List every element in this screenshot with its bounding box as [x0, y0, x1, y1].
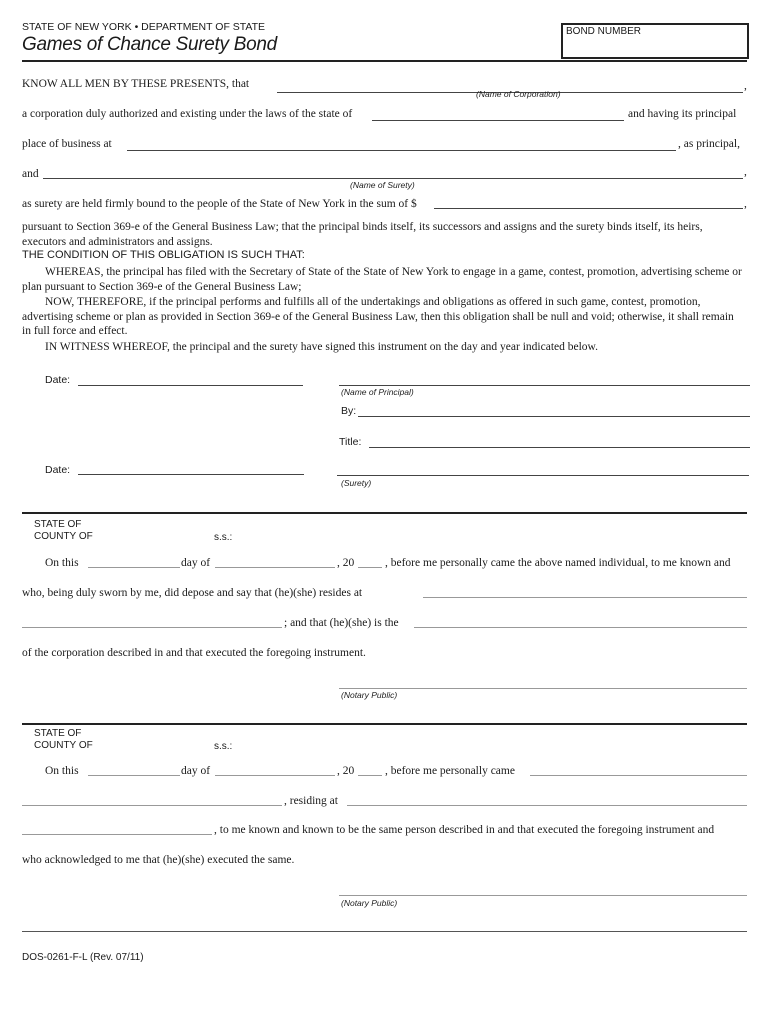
header-rule: [22, 60, 747, 62]
surety-signature-input[interactable]: [337, 461, 749, 476]
agency-header: STATE OF NEW YORK • DEPARTMENT OF STATE: [22, 21, 266, 33]
as-principal-text: , as principal,: [678, 138, 740, 150]
title-label: Title:: [339, 436, 362, 448]
form-id: DOS-0261-F-L (Rev. 07/11): [22, 952, 144, 963]
date-surety-input[interactable]: [78, 460, 304, 475]
of-corporation-text: of the corporation described in and that executed the foregoing instrument.: [22, 647, 366, 659]
ack2-day-input[interactable]: [88, 761, 180, 776]
on-this-text: On this: [45, 557, 79, 569]
ack1-residence-cont-input[interactable]: [22, 613, 282, 628]
principal-name-input[interactable]: [339, 371, 750, 386]
title-input[interactable]: [369, 433, 750, 448]
bond-number-label: BOND NUMBER: [566, 26, 642, 37]
as-surety-text: as surety are held firmly bound to the people of the State of New York in the sum of $: [22, 198, 417, 210]
surety-caption: (Surety): [341, 478, 372, 488]
notary-public-caption: (Notary Public): [341, 690, 398, 700]
condition-heading: THE CONDITION OF THIS OBLIGATION IS SUCH THAT:: [22, 249, 305, 261]
ack2-residence-input[interactable]: [347, 791, 747, 806]
bond-amount-input[interactable]: [434, 194, 743, 209]
ack2-person-cont-input[interactable]: [22, 791, 282, 806]
form-title: Games of Chance Surety Bond: [22, 34, 277, 55]
section-rule-2: [22, 723, 747, 725]
comma: ,: [744, 80, 747, 92]
date-label-surety: Date:: [45, 464, 71, 476]
whereas-paragraph: WHEREAS, the principal has filed with the Secretary of State of the State of New York to engage in a game, contest, promotion, advertising scheme or plan pursuant to Section 369-e of the General Business Law;: [22, 266, 742, 293]
date-label-principal: Date:: [45, 374, 71, 386]
and-text: and: [22, 168, 39, 180]
before-me-text: , before me personally came: [385, 765, 515, 777]
sworn-text: who, being duly sworn by me, did depose and say that (he)(she) resides at: [22, 587, 363, 599]
surety-name-input[interactable]: [43, 164, 743, 179]
year-prefix-text: , 20: [337, 557, 355, 569]
ack1-position-input[interactable]: [414, 613, 747, 628]
ack2-month-input[interactable]: [215, 761, 335, 776]
state-of-incorporation-input[interactable]: [372, 106, 624, 121]
ack2-residence-cont-input[interactable]: [22, 820, 212, 835]
ack2-notary-signature-input[interactable]: [339, 881, 747, 896]
now-therefore-paragraph: NOW, THEREFORE, if the principal performs and fulfills all of the undertakings and obligations as offered in such game, contest, promotion, advertising scheme or plan as provided in Section 369-e of the General Business Law, then this obligation shall be null and void; otherwise, it shall remain in full force and effect.: [22, 296, 734, 337]
place-of-business-text: place of business at: [22, 138, 112, 150]
ss-label: s.s.:: [214, 532, 233, 543]
corp-authorized-text: a corporation duly authorized and existing under the laws of the state of: [22, 108, 353, 120]
pursuant-paragraph: pursuant to Section 369-e of the General Business Law; that the principal binds itself, its successors and assigns and the surety binds itself, its heirs, executors and administrators and assigns.: [22, 221, 703, 248]
by-signature-input[interactable]: [358, 402, 750, 417]
date-principal-input[interactable]: [78, 371, 303, 386]
comma: ,: [744, 198, 747, 210]
ack1-day-input[interactable]: [88, 553, 180, 568]
day-of-text: day of: [181, 765, 211, 777]
and-that-text: ; and that (he)(she) is the: [284, 617, 399, 629]
name-of-surety-caption: (Name of Surety): [350, 180, 415, 190]
ack1-month-input[interactable]: [215, 553, 335, 568]
place-of-business-input[interactable]: [127, 136, 676, 151]
county-of-label: COUNTY OF: [34, 531, 93, 542]
bond-number-box: [561, 23, 749, 59]
state-of-label: STATE OF: [34, 728, 82, 739]
before-me-text: , before me personally came the above named individual, to me known and: [385, 557, 731, 569]
ack1-residence-input[interactable]: [423, 583, 747, 598]
ack2-person-input[interactable]: [530, 761, 747, 776]
by-label: By:: [341, 405, 357, 417]
ss-label: s.s.:: [214, 741, 233, 752]
know-all-text: KNOW ALL MEN BY THESE PRESENTS, that: [22, 78, 250, 90]
in-witness-paragraph: IN WITNESS WHEREOF, the principal and the surety have signed this instrument on the day and year indicated below.: [45, 341, 598, 353]
state-of-label: STATE OF: [34, 519, 82, 530]
day-of-text: day of: [181, 557, 211, 569]
notary-public-caption: (Notary Public): [341, 898, 398, 908]
residing-at-text: , residing at: [284, 795, 338, 807]
comma: ,: [744, 166, 747, 178]
ack2-year-input[interactable]: [358, 761, 382, 776]
name-of-principal-caption: (Name of Principal): [341, 387, 414, 397]
year-prefix-text: , 20: [337, 765, 355, 777]
having-principal-text: and having its principal: [628, 108, 737, 120]
footer-rule: [22, 931, 747, 932]
acknowledged-text: who acknowledged to me that (he)(she) executed the same.: [22, 854, 295, 866]
county-of-label: COUNTY OF: [34, 740, 93, 751]
known-text: , to me known and known to be the same person described in and that executed the foregoing instrument and: [214, 824, 715, 836]
ack1-year-input[interactable]: [358, 553, 382, 568]
name-of-corporation-caption: (Name of Corporation): [476, 89, 561, 99]
bond-number-input[interactable]: [566, 40, 742, 54]
ack1-notary-signature-input[interactable]: [339, 674, 747, 689]
section-rule-1: [22, 512, 747, 514]
on-this-text: On this: [45, 765, 79, 777]
